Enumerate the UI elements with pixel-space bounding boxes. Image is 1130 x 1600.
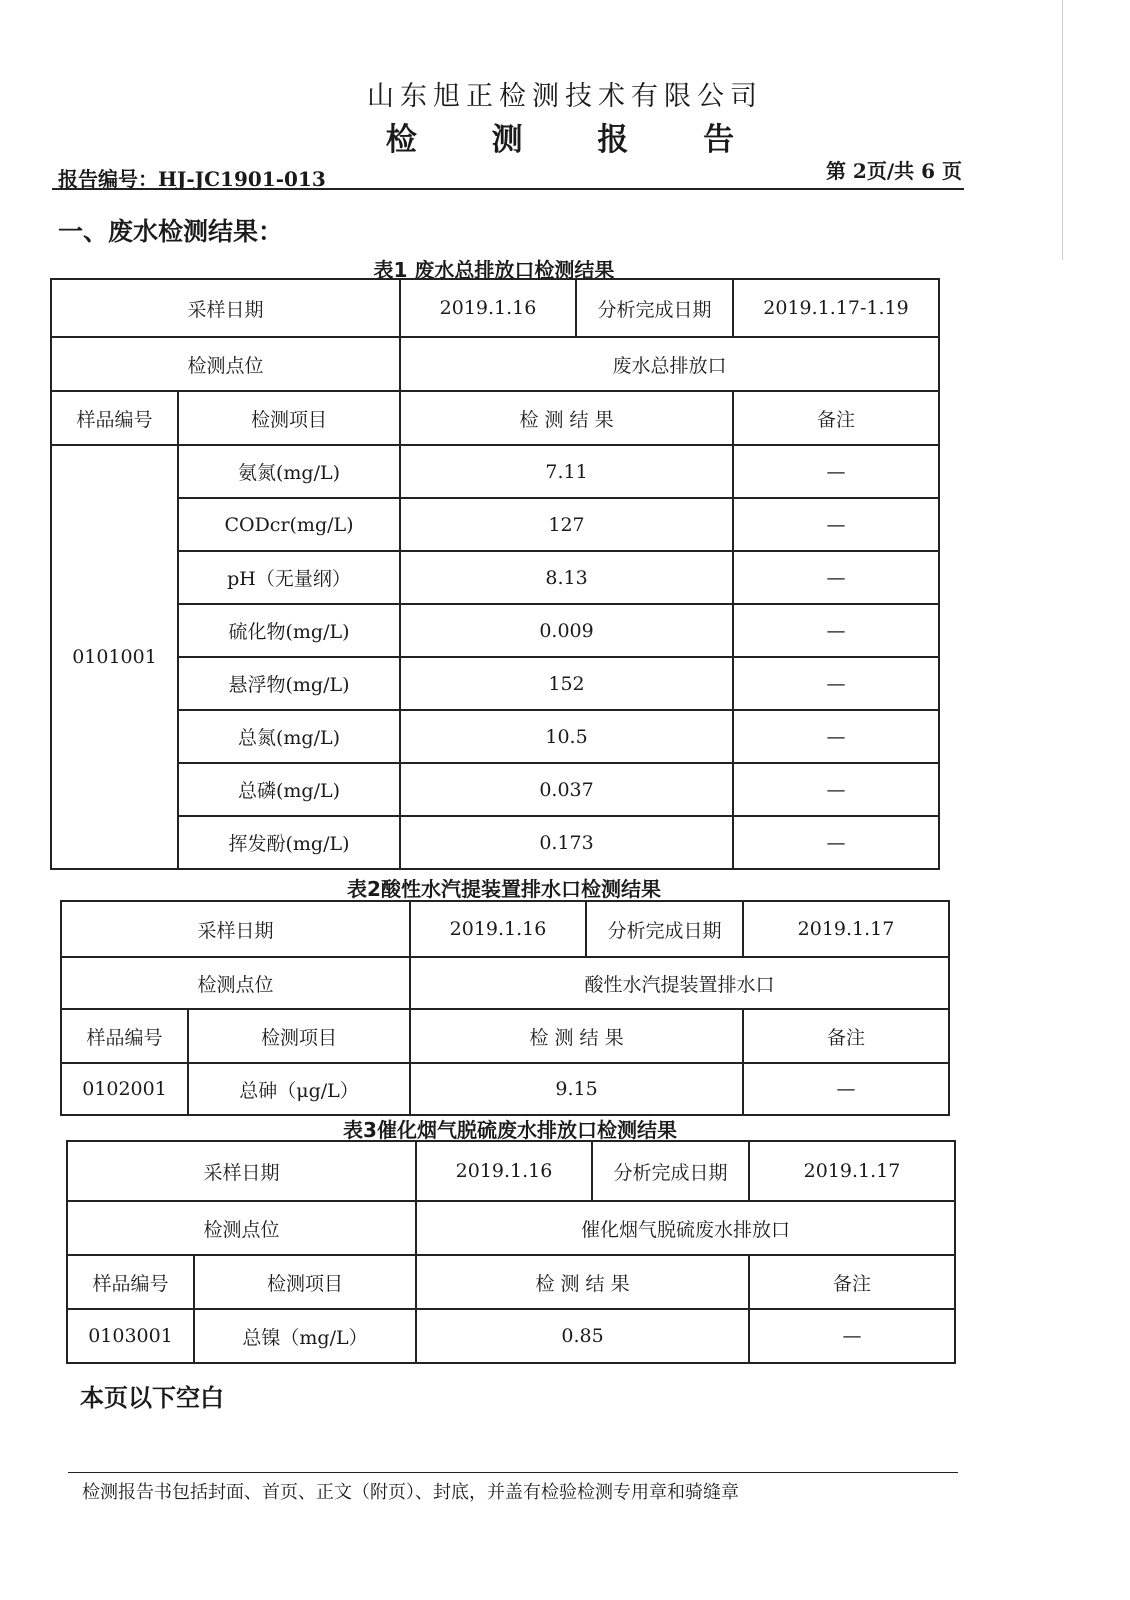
analysis-date-value: 2019.1.17 (749, 1141, 955, 1201)
result-cell: 127 (400, 498, 733, 551)
sampling-date-value: 2019.1.16 (410, 901, 586, 957)
document-title: 检 测 报 告 (385, 122, 767, 158)
result-header: 检 测 结 果 (416, 1255, 749, 1309)
item-header: 检测项目 (188, 1009, 410, 1063)
location-value: 催化烟气脱硫废水排放口 (416, 1201, 955, 1255)
remark-cell: — (733, 657, 939, 710)
item-cell: 总磷(mg/L) (178, 763, 400, 816)
sample-no-header: 样品编号 (51, 391, 178, 445)
remark-header: 备注 (733, 391, 939, 445)
item-header: 检测项目 (178, 391, 400, 445)
table-2-caption: 表2酸性水汽提装置排水口检测结果 (347, 877, 661, 901)
result-cell: 0.009 (400, 604, 733, 657)
analysis-date-label: 分析完成日期 (576, 279, 733, 337)
sampling-date-label: 采样日期 (51, 279, 400, 337)
analysis-date-label: 分析完成日期 (592, 1141, 749, 1201)
section-title: 一、废水检测结果： (58, 217, 284, 246)
item-cell: 总氮(mg/L) (178, 710, 400, 763)
remark-cell: — (733, 604, 939, 657)
remark-header: 备注 (749, 1255, 955, 1309)
result-header: 检 测 结 果 (400, 391, 733, 445)
remark-cell: — (733, 763, 939, 816)
table-row (51, 498, 939, 551)
location-label: 检测点位 (51, 337, 400, 391)
header-divider (52, 188, 964, 190)
table-1-caption: 表1 废水总排放口检测结果 (373, 258, 615, 282)
result-cell: 10.5 (400, 710, 733, 763)
table-3-caption: 表3催化烟气脱硫废水排放口检测结果 (343, 1118, 677, 1142)
analysis-date-value: 2019.1.17-1.19 (733, 279, 939, 337)
analysis-date-label: 分析完成日期 (586, 901, 743, 957)
item-cell: 氨氮(mg/L) (178, 445, 400, 498)
location-label: 检测点位 (67, 1201, 416, 1255)
item-header: 检测项目 (194, 1255, 416, 1309)
table-row (51, 710, 939, 763)
sample-no-value: 0101001 (51, 445, 178, 869)
sampling-date-label: 采样日期 (61, 901, 410, 957)
location-label: 检测点位 (61, 957, 410, 1009)
result-header: 检 测 结 果 (410, 1009, 743, 1063)
table-row (61, 1063, 949, 1115)
sampling-date-label: 采样日期 (67, 1141, 416, 1201)
result-cell: 0.037 (400, 763, 733, 816)
item-cell: pH（无量纲） (178, 551, 400, 604)
table-1 (50, 278, 940, 870)
table-row (51, 445, 939, 498)
analysis-date-value: 2019.1.17 (743, 901, 949, 957)
sampling-date-value: 2019.1.16 (416, 1141, 592, 1201)
table-row (51, 604, 939, 657)
remark-header: 备注 (743, 1009, 949, 1063)
blank-below-note: 本页以下空白 (80, 1384, 224, 1412)
footer-note: 检测报告书包括封面、首页、正文（附页）、封底，并盖有检验检测专用章和骑缝章 (82, 1482, 739, 1503)
remark-cell: — (733, 445, 939, 498)
result-cell: 152 (400, 657, 733, 710)
remark-cell: — (733, 710, 939, 763)
result-cell: 8.13 (400, 551, 733, 604)
location-value: 废水总排放口 (400, 337, 939, 391)
remark-cell: — (733, 816, 939, 869)
company-name: 山东旭正检测技术有限公司 (367, 81, 763, 112)
footer-divider (68, 1472, 958, 1473)
sample-no-header: 样品编号 (61, 1009, 188, 1063)
table-row (51, 763, 939, 816)
remark-cell: — (743, 1063, 949, 1115)
report-number: 报告编号：HJ-JC1901-013 (58, 167, 326, 191)
result-cell: 0.85 (416, 1309, 749, 1363)
location-value: 酸性水汽提装置排水口 (410, 957, 949, 1009)
remark-cell: — (733, 498, 939, 551)
item-cell: CODcr(mg/L) (178, 498, 400, 551)
item-cell: 挥发酚(mg/L) (178, 816, 400, 869)
sampling-date-value: 2019.1.16 (400, 279, 576, 337)
sample-no-value: 0102001 (61, 1063, 188, 1115)
remark-cell: — (749, 1309, 955, 1363)
item-cell: 悬浮物(mg/L) (178, 657, 400, 710)
result-cell: 7.11 (400, 445, 733, 498)
table-3 (66, 1140, 956, 1364)
table-row (51, 657, 939, 710)
table-row (67, 1309, 955, 1363)
page-indicator: 第 2页/共 6 页 (825, 159, 962, 183)
item-cell: 总砷（μg/L） (188, 1063, 410, 1115)
table-row (51, 816, 939, 869)
table-2 (60, 900, 950, 1116)
sample-no-header: 样品编号 (67, 1255, 194, 1309)
sample-no-value: 0103001 (67, 1309, 194, 1363)
item-cell: 总镍（mg/L） (194, 1309, 416, 1363)
result-cell: 9.15 (410, 1063, 743, 1115)
remark-cell: — (733, 551, 939, 604)
table-row (51, 551, 939, 604)
item-cell: 硫化物(mg/L) (178, 604, 400, 657)
result-cell: 0.173 (400, 816, 733, 869)
